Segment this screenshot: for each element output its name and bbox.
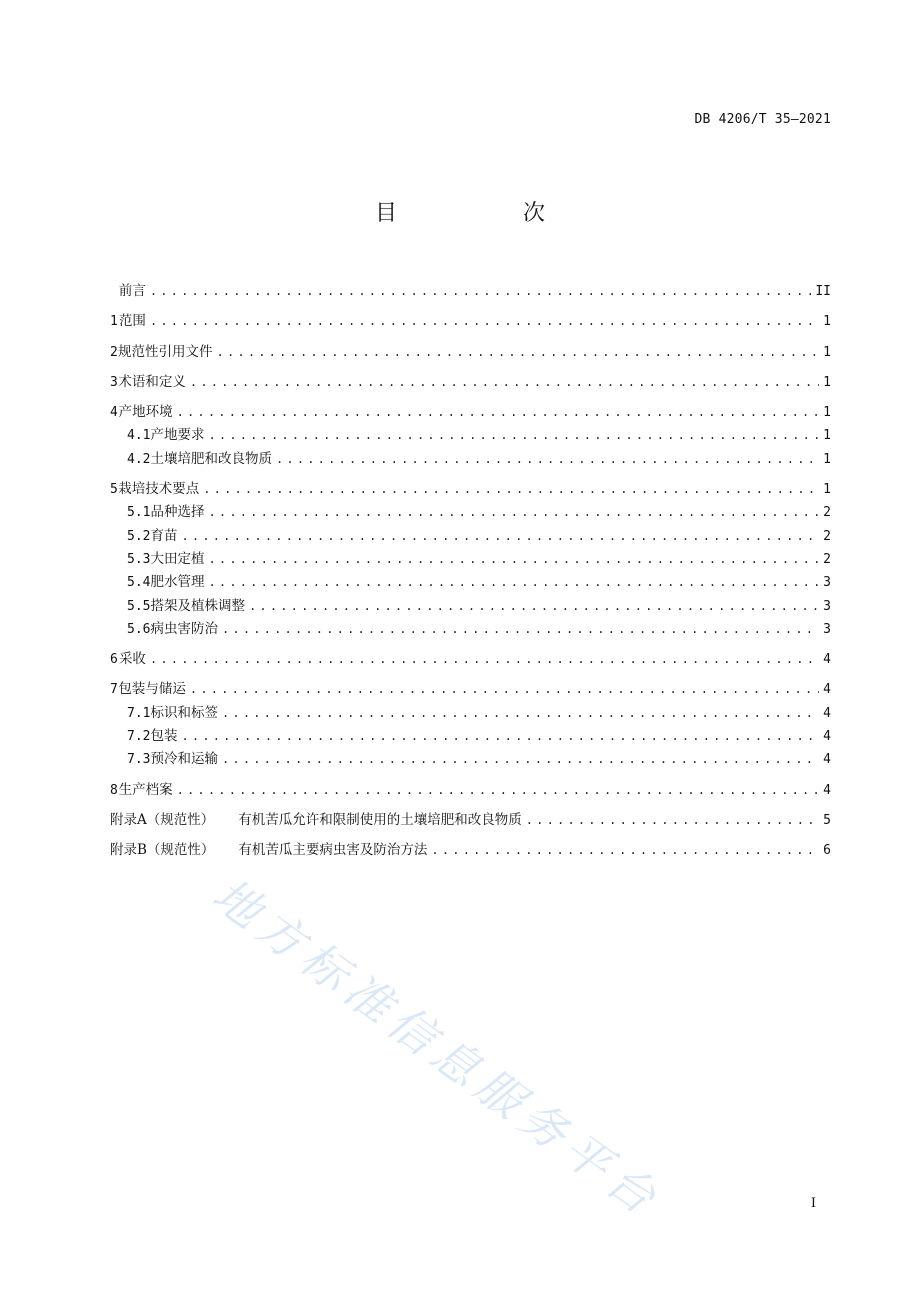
toc-entry-label: 术语和定义 — [118, 373, 186, 390]
toc-entry[interactable] — [110, 500, 831, 523]
toc-entry-number: 附录A（规范性） — [110, 811, 215, 828]
toc-entry-page: 2 — [823, 551, 831, 567]
toc-entry-label: 规范性引用文件 — [118, 343, 213, 360]
toc-dot-leader — [276, 452, 819, 466]
toc-entry[interactable] — [110, 309, 831, 332]
toc-entry-number: 4.2 — [127, 451, 151, 467]
toc-entry-label: 品种选择 — [150, 504, 205, 521]
toc-entry[interactable] — [110, 340, 831, 363]
toc-entry-page: 1 — [823, 428, 831, 444]
toc-entry-number: 附录B（规范性） — [110, 842, 215, 859]
toc-entry-label: 有机苦瓜主要病虫害及防治方法 — [238, 842, 428, 859]
toc-dot-leader — [208, 575, 819, 589]
toc-entry[interactable] — [110, 724, 831, 747]
toc-entry-page: 1 — [823, 405, 831, 421]
toc-entry[interactable] — [110, 447, 831, 470]
toc-entry-page: 4 — [823, 682, 831, 698]
toc-dot-leader — [181, 529, 819, 543]
toc-entry[interactable] — [110, 778, 831, 801]
toc-entry-label: 包装与储运 — [118, 681, 186, 698]
toc-entry-page: II — [815, 284, 831, 299]
toc-dot-leader — [217, 345, 820, 359]
toc-entry[interactable] — [110, 617, 831, 640]
toc-dot-leader — [208, 505, 819, 519]
toc-entry-label: 土壤培肥和改良物质 — [150, 450, 272, 467]
toc-entry-page: 1 — [823, 374, 831, 390]
toc-entry[interactable] — [110, 838, 831, 861]
toc-entry-label: 预冷和运输 — [150, 751, 218, 768]
toc-entry[interactable] — [110, 647, 831, 670]
toc-entry[interactable] — [110, 677, 831, 700]
toc-entry-page: 4 — [823, 729, 831, 745]
toc-dot-leader — [208, 428, 819, 442]
toc-entry-number: 6 — [110, 652, 118, 668]
toc-entry-page: 3 — [823, 621, 831, 637]
toc-entry[interactable] — [110, 547, 831, 570]
toc-entry[interactable] — [110, 423, 831, 446]
toc-dot-leader — [150, 652, 819, 666]
toc-entry-number: 7.3 — [127, 752, 151, 768]
table-of-contents — [110, 279, 831, 862]
toc-entry-number: 5.6 — [127, 621, 151, 637]
toc-dot-leader — [177, 405, 820, 419]
toc-entry[interactable] — [110, 701, 831, 724]
toc-entry[interactable] — [110, 808, 831, 831]
toc-dot-leader — [177, 783, 820, 797]
toc-dot-leader — [150, 284, 812, 298]
toc-entry-page: 4 — [823, 752, 831, 768]
toc-entry-label: 搭架及植株调整 — [150, 597, 245, 614]
toc-entry-label: 生产档案 — [118, 781, 173, 798]
toc-entry-page: 2 — [823, 528, 831, 544]
toc-entry-label: 范围 — [118, 313, 146, 330]
toc-entry[interactable] — [110, 279, 831, 302]
toc-entry-number: 2 — [110, 344, 118, 360]
toc-entry-number: 5.2 — [127, 528, 151, 544]
toc-entry-label: 产地环境 — [118, 404, 173, 421]
toc-entry-number: 5.5 — [127, 598, 151, 614]
toc-entry-number: 7 — [110, 682, 118, 698]
toc-entry-page: 5 — [823, 812, 831, 828]
toc-dot-leader — [150, 314, 819, 328]
toc-entry-label: 栽培技术要点 — [118, 481, 200, 498]
toc-entry-number: 7.1 — [127, 705, 151, 721]
page-title: 目 次 — [374, 201, 597, 226]
toc-entry-page: 4 — [823, 652, 831, 668]
toc-entry-page: 1 — [823, 314, 831, 330]
toc-entry-number: 1 — [110, 314, 118, 330]
toc-dot-leader — [190, 682, 819, 696]
toc-entry-page: 6 — [823, 843, 831, 859]
toc-entry-number: 3 — [110, 374, 118, 390]
toc-entry[interactable] — [110, 370, 831, 393]
toc-dot-leader — [249, 599, 819, 613]
toc-entry-label: 产地要求 — [150, 427, 205, 444]
toc-entry-page: 3 — [823, 598, 831, 614]
toc-dot-leader — [222, 706, 819, 720]
toc-entry-label: 育苗 — [150, 527, 178, 544]
toc-entry-page: 1 — [823, 344, 831, 360]
toc-dot-leader — [431, 843, 819, 857]
toc-entry-page: 1 — [823, 451, 831, 467]
toc-entry-number: 8 — [110, 782, 118, 798]
toc-entry-label: 有机苦瓜允许和限制使用的土壤培肥和改良物质 — [238, 811, 522, 828]
toc-dot-leader — [222, 622, 819, 636]
toc-entry-label: 包装 — [150, 728, 178, 745]
toc-entry[interactable] — [110, 570, 831, 593]
footer-page-number: I — [810, 1196, 816, 1211]
toc-entry[interactable] — [110, 477, 831, 500]
toc-entry-label: 标识和标签 — [150, 704, 218, 721]
toc-entry-page: 4 — [823, 705, 831, 721]
toc-dot-leader — [190, 375, 819, 389]
toc-entry[interactable] — [110, 524, 831, 547]
toc-entry-number: 5 — [110, 482, 118, 498]
toc-entry-label: 大田定植 — [150, 550, 205, 567]
toc-dot-leader — [203, 482, 819, 496]
toc-entry-label: 前言 — [118, 283, 146, 299]
toc-dot-leader — [208, 552, 819, 566]
toc-entry-label: 肥水管理 — [150, 574, 205, 591]
toc-entry-number: 4 — [110, 405, 118, 421]
toc-entry-page: 1 — [823, 482, 831, 498]
toc-entry-page: 2 — [823, 505, 831, 521]
toc-dot-leader — [181, 729, 819, 743]
toc-entry-label: 采收 — [118, 651, 146, 668]
toc-entry-number: 7.2 — [127, 729, 151, 745]
toc-entry-number: 4.1 — [127, 428, 151, 444]
toc-dot-leader — [526, 813, 819, 827]
toc-entry-page: 3 — [823, 575, 831, 591]
toc-entry-number: 5.1 — [127, 505, 151, 521]
toc-entry-page: 4 — [823, 782, 831, 798]
toc-entry-number: 5.4 — [127, 575, 151, 591]
document-code: DB 4206/T 35—2021 — [694, 112, 831, 127]
watermark: 地方标准信息服务平台 — [202, 867, 672, 1229]
toc-entry-label: 病虫害防治 — [150, 620, 218, 637]
toc-entry-number: 5.3 — [127, 551, 151, 567]
toc-dot-leader — [222, 752, 819, 766]
toc-entry[interactable] — [110, 400, 831, 423]
toc-entry[interactable] — [110, 594, 831, 617]
toc-entry[interactable] — [110, 747, 831, 770]
